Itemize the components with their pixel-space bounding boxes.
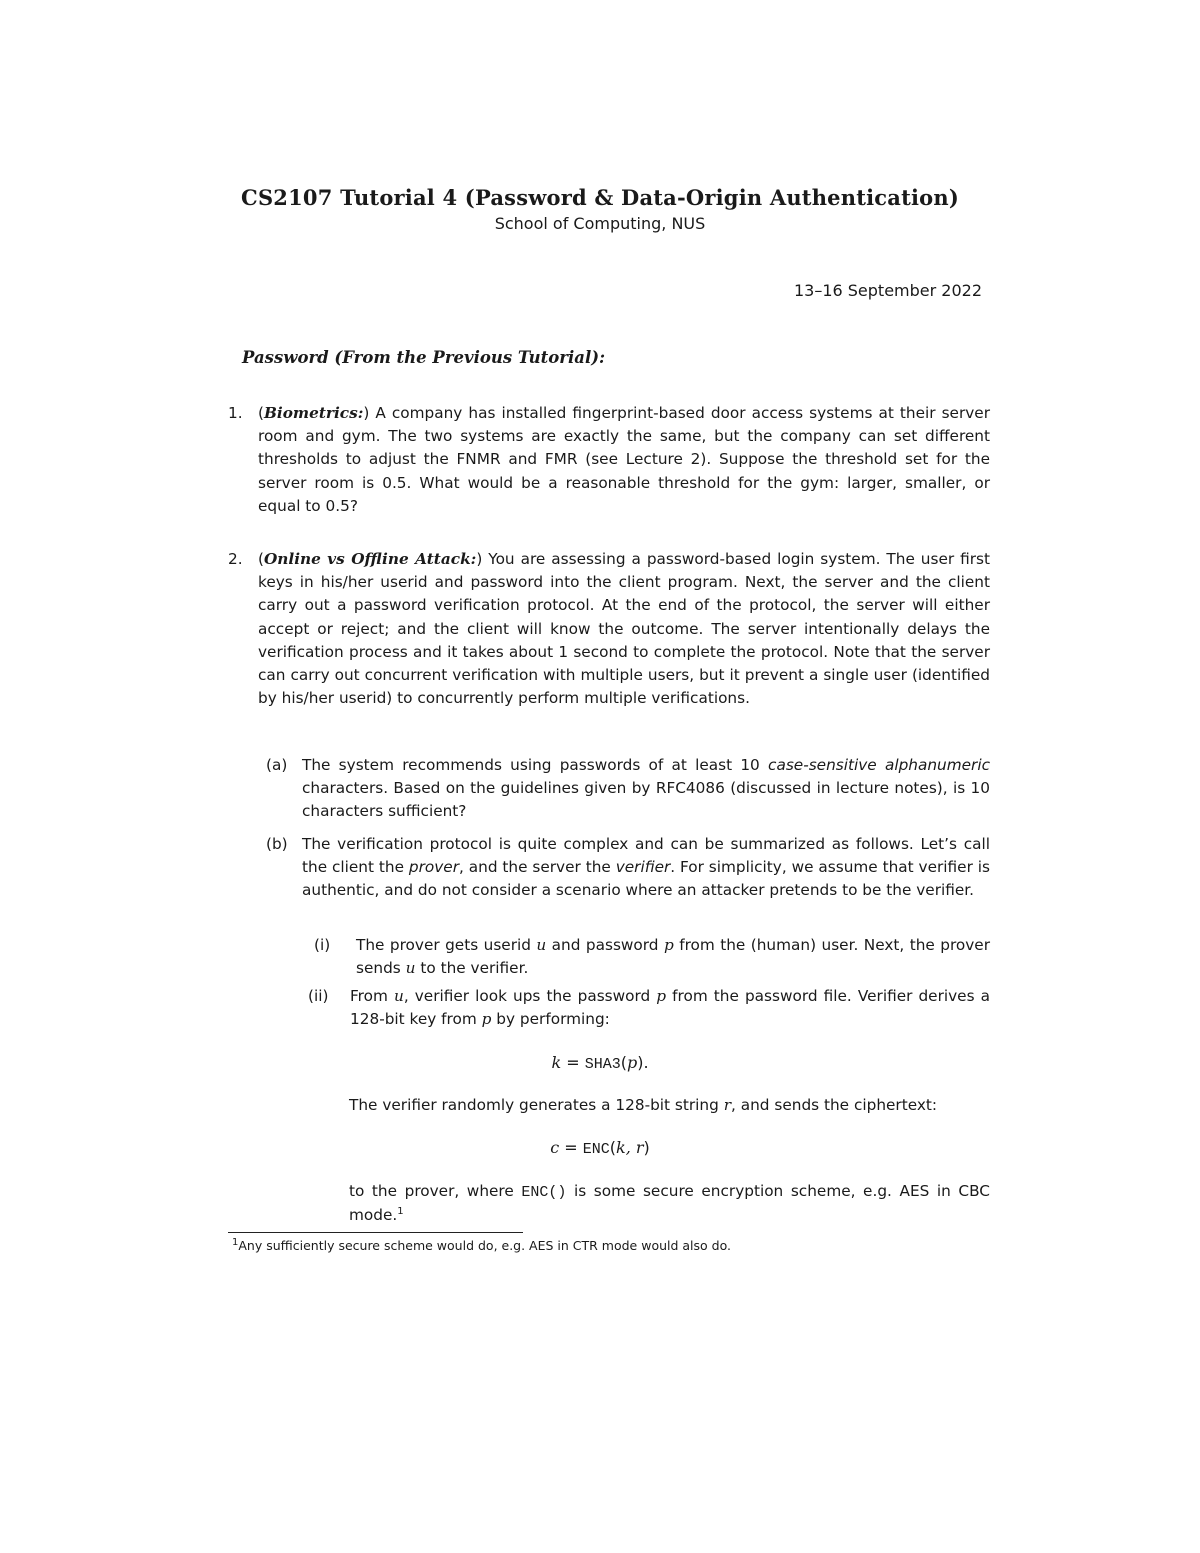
emphasis-verifier: verifier — [615, 858, 671, 877]
question-number: 1. — [228, 404, 243, 422]
subpart-a — [266, 754, 990, 824]
question-1 — [228, 402, 990, 518]
emphasis-prover: prover — [408, 858, 459, 877]
subpart-label: (ii) — [308, 987, 329, 1005]
footnote-mark: 1 — [232, 1236, 239, 1248]
question-body: (Biometrics:) A company has installed fingerprint-based door access systems at their server room and gym. The two systems are exactly the same, but the company can set different thresholds to adjust the FNMR and FMR (see Lecture 2). Suppose the threshold set for the server room is 0.5. What would be a reasonable threshold for the gym: larger, smaller, or equal to 0.5? — [258, 404, 990, 515]
math-var: r — [723, 1096, 731, 1114]
footnote-reference[interactable]: 1 — [397, 1206, 404, 1218]
math-var: u — [405, 959, 416, 978]
subpart-label: (a) — [266, 756, 288, 774]
encryption-scheme-paragraph: to the prover, where ENC() is some secure encryption scheme, e.g. AES in CBC mode.$^1$ — [349, 1182, 990, 1225]
question-body: (Online vs Offline Attack:) You are assessing a password-based login system. The user first keys in his/her userid and password into the client program. Next, the server and the client carry out a password verification protocol. At the end of the protocol, the server will either accept or reject; and the client will know the outcome. The server intentionally delays the verification process and it takes about 1 second to complete the protocol. Note that the server can carry out concurrent verification with multiple users, but it prevent a single user (identified by his/her userid) to concurrently perform multiple verifications. — [258, 550, 990, 708]
page-title: CS2107 Tutorial 4 (Password & Data-Origin Authentication) — [241, 185, 959, 210]
page-subtitle: School of Computing, NUS — [494, 214, 706, 233]
subpart-i — [314, 934, 990, 980]
equation-key-derivation: k = SHA3(p). — [551, 1053, 649, 1073]
subpart-text: From u, verifier look ups the password p from the password file. Verifier derives a 128-bit key from p by performing: — [350, 987, 990, 1029]
question-text: A company has installed fingerprint-based door access systems at their server room and gym. The two systems are exactly the same, but the company can set different thresholds to adjust the FNMR and FMR (see Lecture 2). Suppose the threshold set for the server room is 0.5. What would be a reasonable threshold for the gym: larger, smaller, or equal to 0.5? — [258, 404, 990, 515]
ciphertext-paragraph: The verifier randomly generates a 128-bit string r, and sends the ciphertext: — [349, 1096, 938, 1114]
question-number: 2. — [228, 550, 243, 568]
footnote-divider — [228, 1232, 523, 1233]
equation-encryption: c = ENC(k, r) — [550, 1138, 650, 1158]
math-var: p — [663, 936, 674, 954]
subpart-text: The prover gets userid u and password p from the (human) user. Next, the prover sends u to the verifier. — [356, 936, 991, 978]
math-var: u — [536, 936, 547, 954]
tutorial-date: 13–16 September 2022 — [793, 281, 982, 300]
question-topic: Online vs Offline Attack: — [263, 550, 477, 568]
math-var: p — [481, 1010, 492, 1029]
question-2 — [228, 548, 990, 710]
subpart-ii — [308, 985, 990, 1031]
code-enc: ENC() — [521, 1184, 567, 1201]
emphasis-text: case-sensitive alphanumeric — [768, 756, 991, 774]
subpart-label: (i) — [314, 936, 331, 954]
section-heading: Password (From the Previous Tutorial): — [242, 348, 606, 367]
subpart-text: The verification protocol is quite complex and can be summarized as follows. Let’s call the client the prover, and the server the verifier. For simplicity, we assume that verifier is authentic, and do not consider a scenario where an attacker pretends to be the verifier. — [302, 835, 990, 900]
footnote — [232, 1238, 731, 1253]
question-topic: Biometrics: — [263, 404, 364, 422]
math-var: u — [393, 987, 404, 1005]
question-text: You are assessing a password-based login system. The user first keys in his/her userid and password into the client program. Next, the server and the client carry out a password verification protocol. At the end of the protocol, the server will either accept or reject; and the client will know the outcome. The server intentionally delays the verification process and it takes about 1 second to complete the protocol. Note that the server can carry out concurrent verification with multiple users, but it prevent a single user (identified by his/her userid) to concurrently perform multiple verifications. — [258, 550, 990, 708]
subpart-label: (b) — [266, 835, 288, 853]
subpart-b — [266, 833, 990, 903]
subpart-text: The system recommends using passwords of at least 10 case-sensitive alphanumeric characters. Based on the guidelines given by RFC4086 (discussed in lecture notes), is 10 characters sufficient? — [302, 756, 991, 821]
math-var: p — [656, 987, 667, 1005]
footnote-text: Any sufficiently secure scheme would do, e.g. AES in CTR mode would also do. — [238, 1238, 732, 1253]
